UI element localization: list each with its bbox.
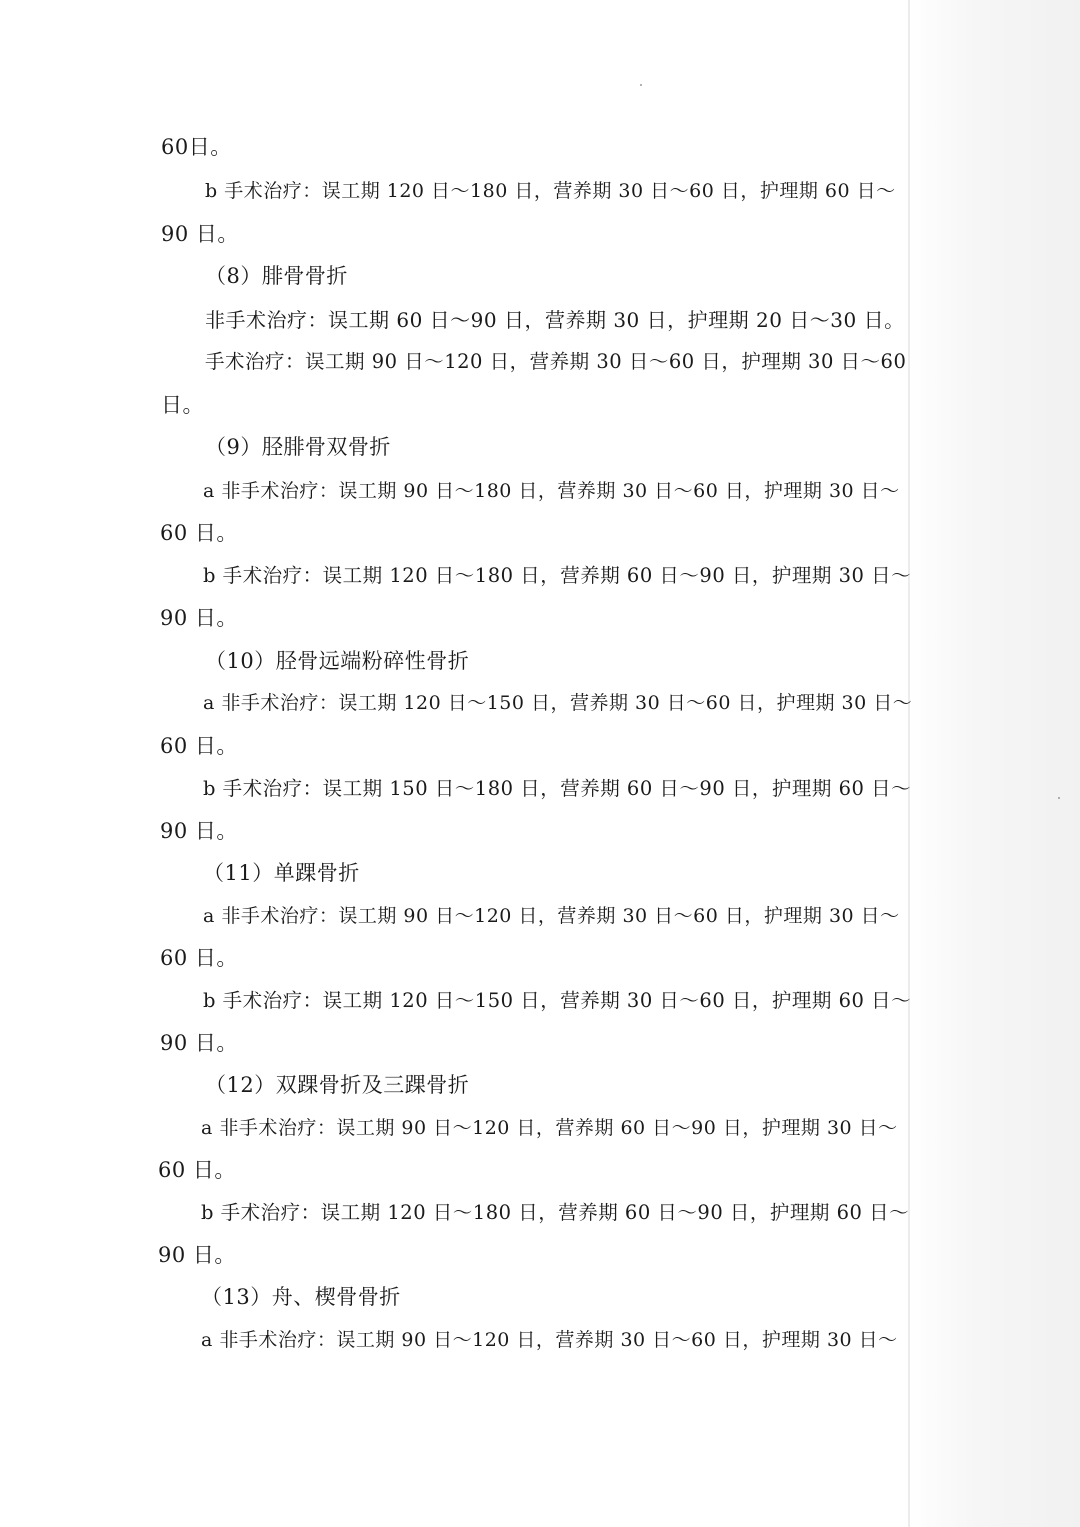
text-line-1: 60日。 [161, 135, 232, 159]
text-line-29: a 非手术治疗：误工期 90 日～120 日，营养期 30 日～60 日，护理期 30 日～ [201, 1329, 898, 1351]
section-heading-11: （11）单踝骨折 [203, 861, 360, 885]
text-line-7: 日。 [161, 393, 204, 417]
text-line-15: 60 日。 [160, 734, 238, 758]
section-heading-9: （9）胫腓骨双骨折 [205, 435, 391, 459]
scan-page-edge [908, 0, 910, 1527]
text-line-14: a 非手术治疗：误工期 120 日～150 日，营养期 30 日～60 日，护理期 30 日～ [203, 692, 913, 714]
text-line-26: b 手术治疗：误工期 120 日～180 日，营养期 60 日～90 日，护理期 60 日～ [201, 1201, 910, 1224]
text-line-19: a 非手术治疗：误工期 90 日～120 日，营养期 30 日～60 日，护理期 30 日～ [203, 905, 900, 927]
text-line-11: b 手术治疗：误工期 120 日～180 日，营养期 60 日～90 日，护理期 30 日～ [203, 564, 912, 587]
text-line-22: 90 日。 [160, 1031, 238, 1055]
text-line-3: 90 日。 [161, 222, 239, 246]
section-heading-10: （10）胫骨远端粉碎性骨折 [205, 649, 470, 673]
scan-speck [640, 84, 642, 86]
text-line-27: 90 日。 [158, 1243, 236, 1267]
text-line-12: 90 日。 [160, 606, 238, 630]
scan-speck [1058, 797, 1060, 799]
text-line-6: 手术治疗：误工期 90 日～120 日，营养期 30 日～60 日，护理期 30 日～60 [205, 350, 907, 373]
text-line-21: b 手术治疗：误工期 120 日～150 日，营养期 30 日～60 日，护理期 60 日～ [203, 989, 912, 1012]
text-line-25: 60 日。 [158, 1158, 236, 1182]
text-line-2: b 手术治疗：误工期 120 日～180 日，营养期 30 日～60 日，护理期 60 日～ [205, 180, 896, 202]
text-line-17: 90 日。 [160, 819, 238, 843]
section-heading-13: （13）舟、楔骨骨折 [201, 1285, 401, 1309]
text-line-10: 60 日。 [160, 521, 238, 545]
text-line-5: 非手术治疗：误工期 60 日～90 日，营养期 30 日，护理期 20 日～30 日。 [205, 308, 905, 332]
text-line-16: b 手术治疗：误工期 150 日～180 日，营养期 60 日～90 日，护理期 60 日～ [203, 777, 912, 800]
text-line-20: 60 日。 [160, 946, 238, 970]
text-line-9: a 非手术治疗：误工期 90 日～180 日，营养期 30 日～60 日，护理期 30 日～ [203, 480, 900, 502]
section-heading-8: （8）腓骨骨折 [205, 264, 348, 288]
scan-edge-shadow [908, 0, 1080, 1527]
text-line-24: a 非手术治疗：误工期 90 日～120 日，营养期 60 日～90 日，护理期 30 日～ [201, 1117, 898, 1139]
section-heading-12: （12）双踝骨折及三踝骨折 [205, 1073, 470, 1097]
